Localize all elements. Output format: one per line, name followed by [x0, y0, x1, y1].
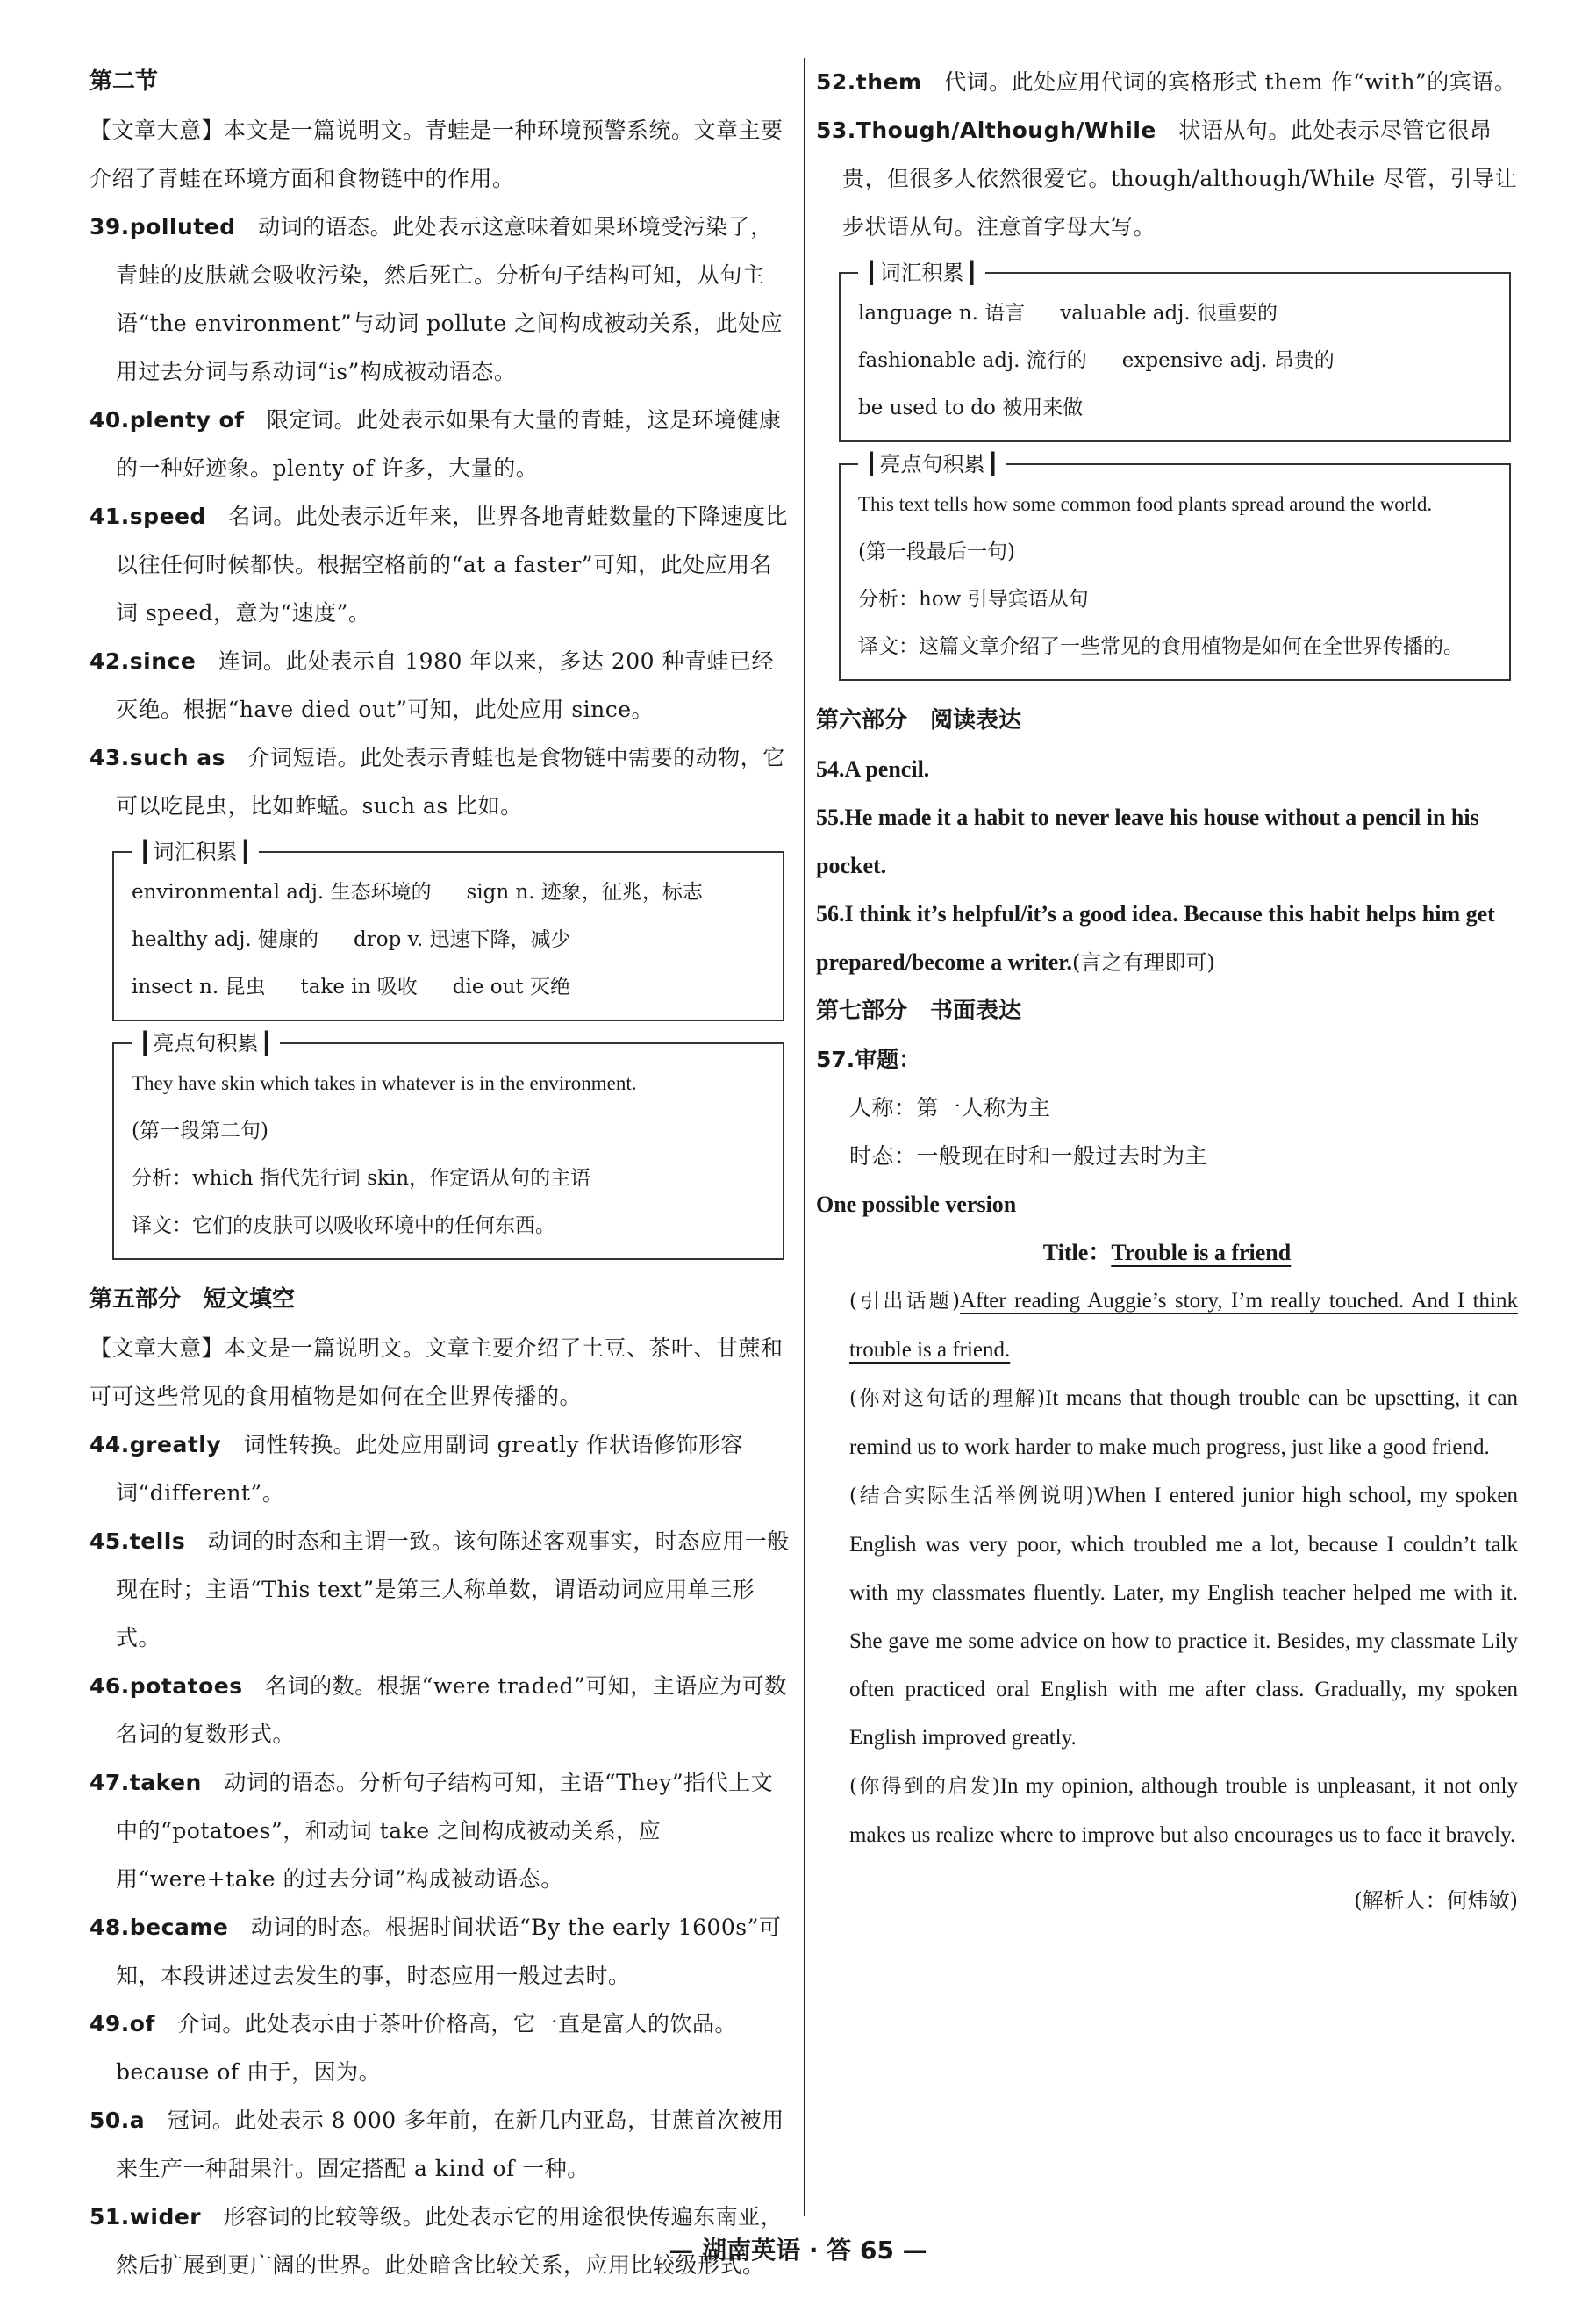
essay-para-4: (你得到的启发)In my opinion, although trouble is unpleasant, it not only makes us realize where to improve but also encourages us to face it bravely.	[849, 1774, 1518, 1847]
answer-item	[89, 203, 791, 396]
answer-explanation: 词性转换。此处应用副词 greatly 作状语修饰形容词“different”。	[116, 1432, 743, 1506]
highlight-box	[112, 1031, 784, 1260]
part5-vocab-title: ┃ 词汇积累 ┃	[858, 259, 985, 287]
answer-item	[89, 2000, 791, 2096]
vocab-entry: fashionable adj. 流行的	[858, 349, 1087, 372]
highlight-box-title: ┃ 亮点句积累 ┃	[132, 1029, 280, 1057]
answer-list	[89, 203, 791, 830]
version-label: One possible version	[816, 1192, 1017, 1217]
article-summary: 【文章大意】本文是一篇说明文。青蛙是一种环境预警系统。文章主要介绍了青蛙在环境方面和食物链中的作用。	[89, 118, 784, 191]
answer-explanation: 名词的数。根据“were traded”可知，主语应为可数名词的复数形式。	[116, 1673, 787, 1747]
answer-item	[816, 106, 1518, 251]
vocab-entry: sign n. 迹象，征兆，标志	[466, 881, 703, 904]
part7-heading: 第七部分 书面表达	[816, 998, 1022, 1024]
answer-explanation: 形容词的比较等级。此处表示它的用途很快传遍东南亚，然后扩展到更广阔的世界。此处暗含比较关系，应用比较级形式。	[116, 2204, 784, 2278]
answer-number: 50.a	[89, 2108, 146, 2133]
answer-55: 55.He made it a habit to never leave his house without a pencil in his pocket.	[816, 805, 1479, 878]
part5-highlight-box	[839, 452, 1511, 681]
vocab-row	[132, 916, 765, 963]
essay-para-1: (引出话题)After reading Auggie’s story, I’m really touched. And I think trouble is a friend.	[849, 1289, 1519, 1362]
person-note: 人称：第一人称为主	[849, 1095, 1051, 1120]
answer-number: 40.plenty of	[89, 407, 245, 433]
answer-number: 52.them	[816, 69, 922, 95]
answer-number: 44.greatly	[89, 1432, 222, 1457]
answer-item	[89, 2096, 791, 2193]
answer-explanation: 介词。此处表示由于茶叶价格高，它一直是富人的饮品。because of 由于，因为。	[116, 2011, 737, 2085]
column-divider	[804, 58, 805, 2216]
vocab-entry: drop v. 迅速下降，减少	[354, 928, 571, 951]
section-heading: 第二节	[89, 68, 159, 95]
answer-item	[89, 734, 791, 830]
answer-item	[89, 1662, 791, 1758]
q57-label: 57.审题：	[816, 1047, 921, 1072]
answer-number: 51.wider	[89, 2204, 202, 2230]
answer-item	[89, 1758, 791, 1903]
answer-item	[89, 1903, 791, 2000]
answer-item	[89, 492, 791, 637]
answer-item	[89, 1421, 791, 1517]
answer-56: 56.I think it’s helpful/it’s a good idea. Because this habit helps him get prepared/become a writer.(言之有理即可)	[816, 901, 1495, 975]
vocab-entry: healthy adj. 健康的	[132, 928, 319, 951]
essay-para-3: (结合实际生活举例说明)When I entered junior high school, my spoken English was very poor, which troubled me a lot, because I couldn’t talk with my classmates fluently. Later, my English teacher helped me with it. She gave me some advice on how to practice it. Besides, my classmate Lily often practiced oral English with me after class. Gradually, my spoken English improved greatly.	[849, 1484, 1518, 1750]
highlight-analysis: 分析：which 指代先行词 skin，作定语从句的主语	[132, 1167, 591, 1190]
answer-explanation: 连词。此处表示自 1980 年以来，多达 200 种青蛙已经灭绝。根据“have died out”可知，此处应用 since。	[116, 648, 774, 722]
answer-explanation: 名词。此处表示近年来，世界各地青蛙数量的下降速度比以往任何时候都快。根据空格前的“at a faster”可知，此处应用名词 speed，意为“速度”。	[116, 504, 788, 626]
answer-56-note: (言之有理即可)	[1071, 950, 1215, 975]
answer-number: 41.speed	[89, 504, 206, 529]
answer-number: 49.of	[89, 2011, 155, 2036]
vocab-entry: expensive adj. 昂贵的	[1121, 349, 1335, 372]
answer-number: 43.such as	[89, 745, 226, 770]
answer-number: 53.Though/Although/While	[816, 118, 1156, 143]
vocab-row	[858, 337, 1492, 384]
part5-highlight-sentence: This text tells how some common food plants spread around the world.	[858, 493, 1433, 515]
vocab-box-title: ┃ 词汇积累 ┃	[132, 838, 259, 866]
part5-answer-list-right	[816, 58, 1518, 251]
essay-para-2: (你对这句话的理解)It means that though trouble can be upsetting, it can remind us to work harder to make much progress, just like a good friend.	[849, 1386, 1518, 1459]
answer-number: 39.polluted	[89, 214, 236, 240]
vocab-entry: valuable adj. 很重要的	[1060, 302, 1278, 325]
vocab-entry: language n. 语言	[858, 302, 1026, 325]
part5-highlight-analysis: 分析：how 引导宾语从句	[858, 588, 1089, 611]
answer-number: 46.potatoes	[89, 1673, 243, 1699]
answer-explanation: 代词。此处应用代词的宾格形式 them 作“with”的宾语。	[944, 69, 1517, 95]
part5-heading: 第五部分 短文填空	[89, 1286, 296, 1313]
highlight-source: (第一段第二句)	[132, 1120, 268, 1142]
answer-number: 47.taken	[89, 1770, 202, 1795]
vocab-entry: insect n. 昆虫	[132, 976, 266, 999]
answer-explanation: 状语从句。此处表示尽管它很昂贵，但很多人依然很爱它。though/although/While 尽管，引导让步状语从句。注意首字母大写。	[842, 118, 1518, 240]
vocab-row	[858, 384, 1492, 432]
vocab-box	[112, 840, 784, 1021]
answer-explanation: 冠词。此处表示 8 000 多年前，在新几内亚岛，甘蔗首次被用来生产一种甜果汁。固定搭配 a kind of 一种。	[116, 2108, 784, 2181]
vocab-row	[858, 290, 1492, 337]
part5-answer-list-left	[89, 1421, 791, 2289]
answer-item	[89, 637, 791, 734]
answer-item	[816, 58, 1518, 106]
answer-explanation: 限定词。此处表示如果有大量的青蛙，这是环境健康的一种好迹象。plenty of 许多，大量的。	[116, 407, 782, 481]
answer-number: 45.tells	[89, 1528, 186, 1554]
highlight-translation: 译文：它们的皮肤可以吸收环境中的任何东西。	[132, 1214, 555, 1237]
vocab-row	[132, 963, 765, 1011]
signature: (解析人：何炜敏)	[1354, 1888, 1518, 1913]
vocab-entry: die out 灭绝	[452, 976, 570, 999]
answer-explanation: 动词的语态。分析句子结构可知，主语“They”指代上文中的“potatoes”，和动词 take 之间构成被动关系，应用“were+take 的过去分词”构成被动语态。	[116, 1770, 774, 1892]
answer-explanation: 动词的时态和主谓一致。该句陈述客观事实，时态应用一般现在时；主语“This text”是第三人称单数，谓语动词应用单三形式。	[116, 1528, 790, 1650]
answer-explanation: 动词的语态。此处表示这意味着如果环境受污染了，青蛙的皮肤就会吸收污染，然后死亡。分析句子结构可知，从句主语“the environment”与动词 pollute 之间构成被动关系，此处应用过去分词与系动词“is”构成被动语态。	[116, 214, 784, 384]
vocab-entry: environmental adj. 生态环境的	[132, 881, 432, 904]
vocab-entry: be used to do 被用来做	[858, 397, 1084, 419]
part5-vocab-box	[839, 261, 1511, 442]
part5-highlight-source: (第一段最后一句)	[858, 540, 1015, 563]
left-column	[89, 58, 791, 2289]
part5-highlight-translation: 译文：这篇文章介绍了一些常见的食用植物是如何在全世界传播的。	[858, 635, 1464, 658]
vocab-entry: take in 吸收	[300, 976, 418, 999]
vocab-row	[132, 869, 765, 916]
answer-explanation: 介词短语。此处表示青蛙也是食物链中需要的动物，它可以吃昆虫，比如蚱蜢。such as 比如。	[116, 745, 785, 819]
answer-number: 42.since	[89, 648, 197, 674]
part5-highlight-title: ┃ 亮点句积累 ┃	[858, 450, 1006, 478]
highlight-sentence: They have skin which takes in whatever is in the environment.	[132, 1072, 637, 1094]
answer-item	[89, 396, 791, 492]
essay-title: Title：Trouble is a friend	[1042, 1240, 1292, 1265]
part5-summary: 【文章大意】本文是一篇说明文。文章主要介绍了土豆、茶叶、甘蔗和可可这些常见的食用植物是如何在全世界传播的。	[89, 1335, 784, 1409]
page-footer: — 湖南英语 · 答 65 —	[669, 2236, 927, 2265]
part6-heading: 第六部分 阅读表达	[816, 707, 1022, 734]
answer-item	[89, 1517, 791, 1662]
answer-number: 48.became	[89, 1915, 229, 1940]
answer-explanation: 动词的时态。根据时间状语“By the early 1600s”可知，本段讲述过去发生的事，时态应用一般过去时。	[116, 1915, 782, 1988]
right-column	[816, 58, 1518, 1925]
answer-54: 54.A pencil.	[816, 756, 930, 782]
tense-note: 时态：一般现在时和一般过去时为主	[849, 1143, 1208, 1169]
